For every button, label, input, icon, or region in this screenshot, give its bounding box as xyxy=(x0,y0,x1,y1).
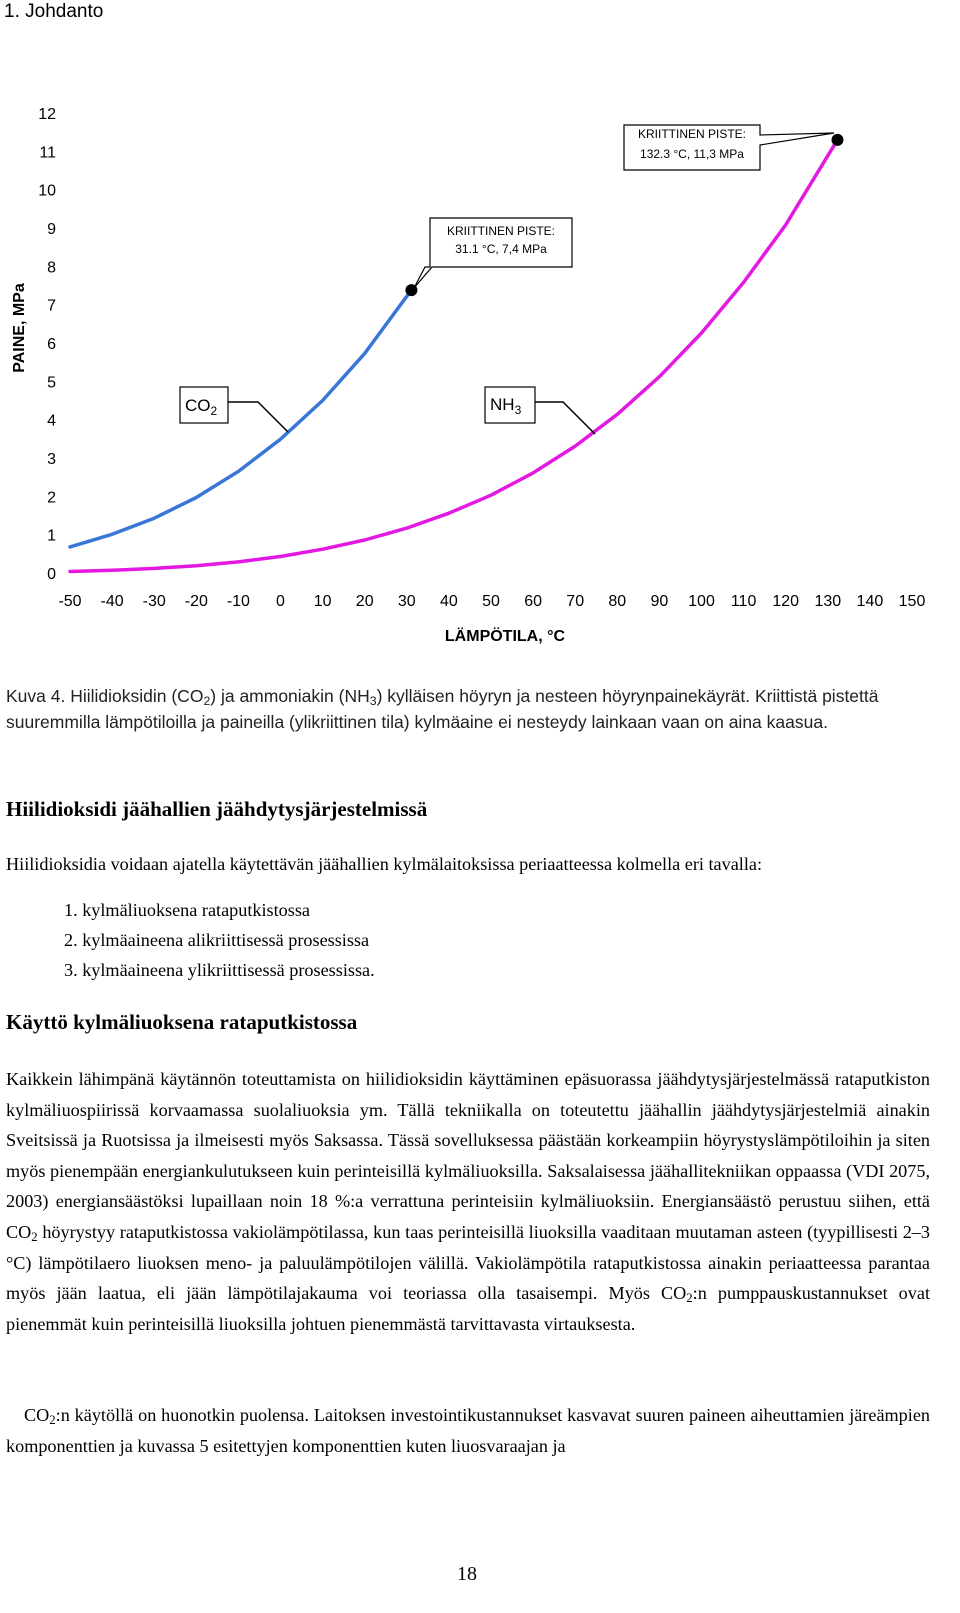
x-tick-label: 80 xyxy=(608,593,627,610)
x-tick-label: 100 xyxy=(688,593,715,610)
y-tick-label: 7 xyxy=(47,297,56,315)
list-item: 3. kylmäaineena ylikriittisessä prosessissa. xyxy=(64,960,375,980)
y-tick-label: 10 xyxy=(38,182,56,200)
x-tick-label: 130 xyxy=(814,593,842,610)
x-tick-label: -10 xyxy=(226,593,250,610)
section-heading-co2-ice-rinks: Hiilidioksidi jäähallien jäähdytysjärjestelmissä xyxy=(6,797,428,821)
y-tick-label: 11 xyxy=(39,144,56,162)
list-item: 2. kylmäaineena alikriittisessä prosessissa xyxy=(64,930,370,950)
x-tick-label: 30 xyxy=(397,593,416,610)
x-tick-label: 50 xyxy=(482,593,500,610)
y-tick-label: 2 xyxy=(47,489,56,507)
section-intro-paragraph: Hiilidioksidia voidaan ajatella käytettävän jäähallien kylmälaitoksissa periaatteessa kolmella eri tavalla: xyxy=(6,854,763,874)
figure-caption: Kuva 4. Hiilidioksidin $(CO_2)$ ja ammoniakin $(NH_3)$ kylläisen höyryn ja nesteen höyrynpainekäyrät. Kriittistä pistettä suuremmilla lämpötiloilla ja paineilla (ylikriittinen tila) kylmäaine ei nesteydy lainkaan vaan on aina kaasua. xyxy=(6,686,879,732)
callout-nh3-line2: 132.3 °C, 11,3 MPa xyxy=(640,147,744,161)
x-axis-ticks xyxy=(58,593,925,610)
y-axis-ticks xyxy=(38,106,56,583)
x-tick-label: 0 xyxy=(276,593,285,610)
running-head: 1. Johdanto xyxy=(4,1,104,22)
series-label-co2 xyxy=(180,387,288,432)
y-tick-label: 3 xyxy=(47,451,56,468)
series-line-co2 xyxy=(70,290,411,547)
callout-nh3-critical xyxy=(624,125,834,170)
y-tick-label: 8 xyxy=(47,259,56,277)
series-label-nh3 xyxy=(485,387,595,434)
page-number: 18 xyxy=(457,1563,477,1585)
y-tick-label: 0 xyxy=(47,566,56,583)
x-tick-label: -40 xyxy=(100,593,124,610)
svg-text:CO2: $CO_2$ xyxy=(185,396,218,418)
y-tick-label: 5 xyxy=(47,374,56,392)
x-tick-label: 40 xyxy=(440,593,458,610)
vapor-pressure-chart xyxy=(0,95,940,655)
series-line-nh3 xyxy=(70,140,838,572)
x-tick-label: -20 xyxy=(184,593,208,610)
x-tick-label: 70 xyxy=(566,593,585,610)
y-axis-title: PAINE, MPa xyxy=(11,283,28,373)
callout-nh3-line1: KRIITTINEN PISTE: xyxy=(637,127,747,141)
x-axis-title: LÄMPÖTILA, °C xyxy=(444,628,566,645)
y-tick-label: 4 xyxy=(47,412,56,430)
x-tick-label: 120 xyxy=(772,593,800,610)
usage-list xyxy=(64,895,375,985)
x-tick-label: 90 xyxy=(650,593,669,610)
x-tick-label: 60 xyxy=(524,593,542,610)
y-tick-label: 1 xyxy=(47,527,56,545)
x-tick-label: -50 xyxy=(58,593,82,610)
x-tick-label: -30 xyxy=(142,593,166,610)
critical-point-nh3 xyxy=(831,134,843,146)
callout-co2-line2: 31.1 °C, 7,4 MPa xyxy=(455,242,547,256)
x-tick-label: 140 xyxy=(856,593,884,610)
callout-co2-critical xyxy=(414,218,572,288)
svg-text:NH3: $NH_3$ xyxy=(490,395,522,417)
x-tick-label: 150 xyxy=(898,593,926,610)
x-tick-label: 20 xyxy=(355,593,374,610)
y-tick-label: 6 xyxy=(47,336,56,353)
body-paragraph-1: Kaikkein lähimpänä käytännön toteuttamista on hiilidioksidin käyttäminen epäsuorassa jäähdytysjärjestelmässä rataputkiston kylmäliuospiirissä korvaamassa suolaliuoksia ym. Tällä tekniikalla on toteutettu jäähallin jäähdytysjärjestelmiä ainakin Sveitsissä ja Ruotsissa ja ilmeisesti myös Saksassa. Tässä sovelluksessa päästään korkeampiin höyrystyslämpötiloihin ja siten myös pienempään energiankulutukseen kuin perinteisillä kylmäliuoksilla. Saksalaisessa jäähallitekniikan oppaassa (VDI 2075, 2003) energiansäästöksi lupaillaan noin 18 %:a verrattuna perinteisiin kylmäliuoksiin. Energiansäästö perustuu siihen, että $CO_2$ höyrystyy rataputkistossa vakiolämpötilassa, kun taas perinteisillä liuoksilla vaaditaan muutaman asteen (tyypillisesti 2–3 °C) lämpötilaero liuoksen meno- ja paluulämpötilojen välillä. Vakiolämpötila rataputkistossa ainakin periaatteessa parantaa myös jään laatua, eli jään lämpötilajakauma voi teoriassa olla tasaisempi. Myös $CO_2:n$ pumppauskustannukset ovat pienemmät kuin perinteisillä liuoksilla johtuen pienemmästä tarvittavasta virtauksesta. xyxy=(6,1069,930,1334)
x-tick-label: 110 xyxy=(730,593,757,610)
y-tick-label: 12 xyxy=(38,106,56,123)
y-tick-label: 9 xyxy=(47,221,56,238)
x-tick-label: 10 xyxy=(313,593,332,610)
callout-co2-line1: KRIITTINEN PISTE: xyxy=(446,224,556,238)
section-heading-secondary-coolant: Käyttö kylmäliuoksena rataputkistossa xyxy=(6,1010,358,1034)
body-paragraph-2: $CO_2:n$ käytöllä on huonotkin puolensa. Laitoksen investointikustannukset kasvavat suuren paineen aiheuttamien järeämpien komponenttien ja kuvassa 5 esitettyjen komponenttien kuten liuosvaraajan ja xyxy=(6,1405,930,1456)
list-item: 1. kylmäliuoksena rataputkistossa xyxy=(64,900,310,920)
